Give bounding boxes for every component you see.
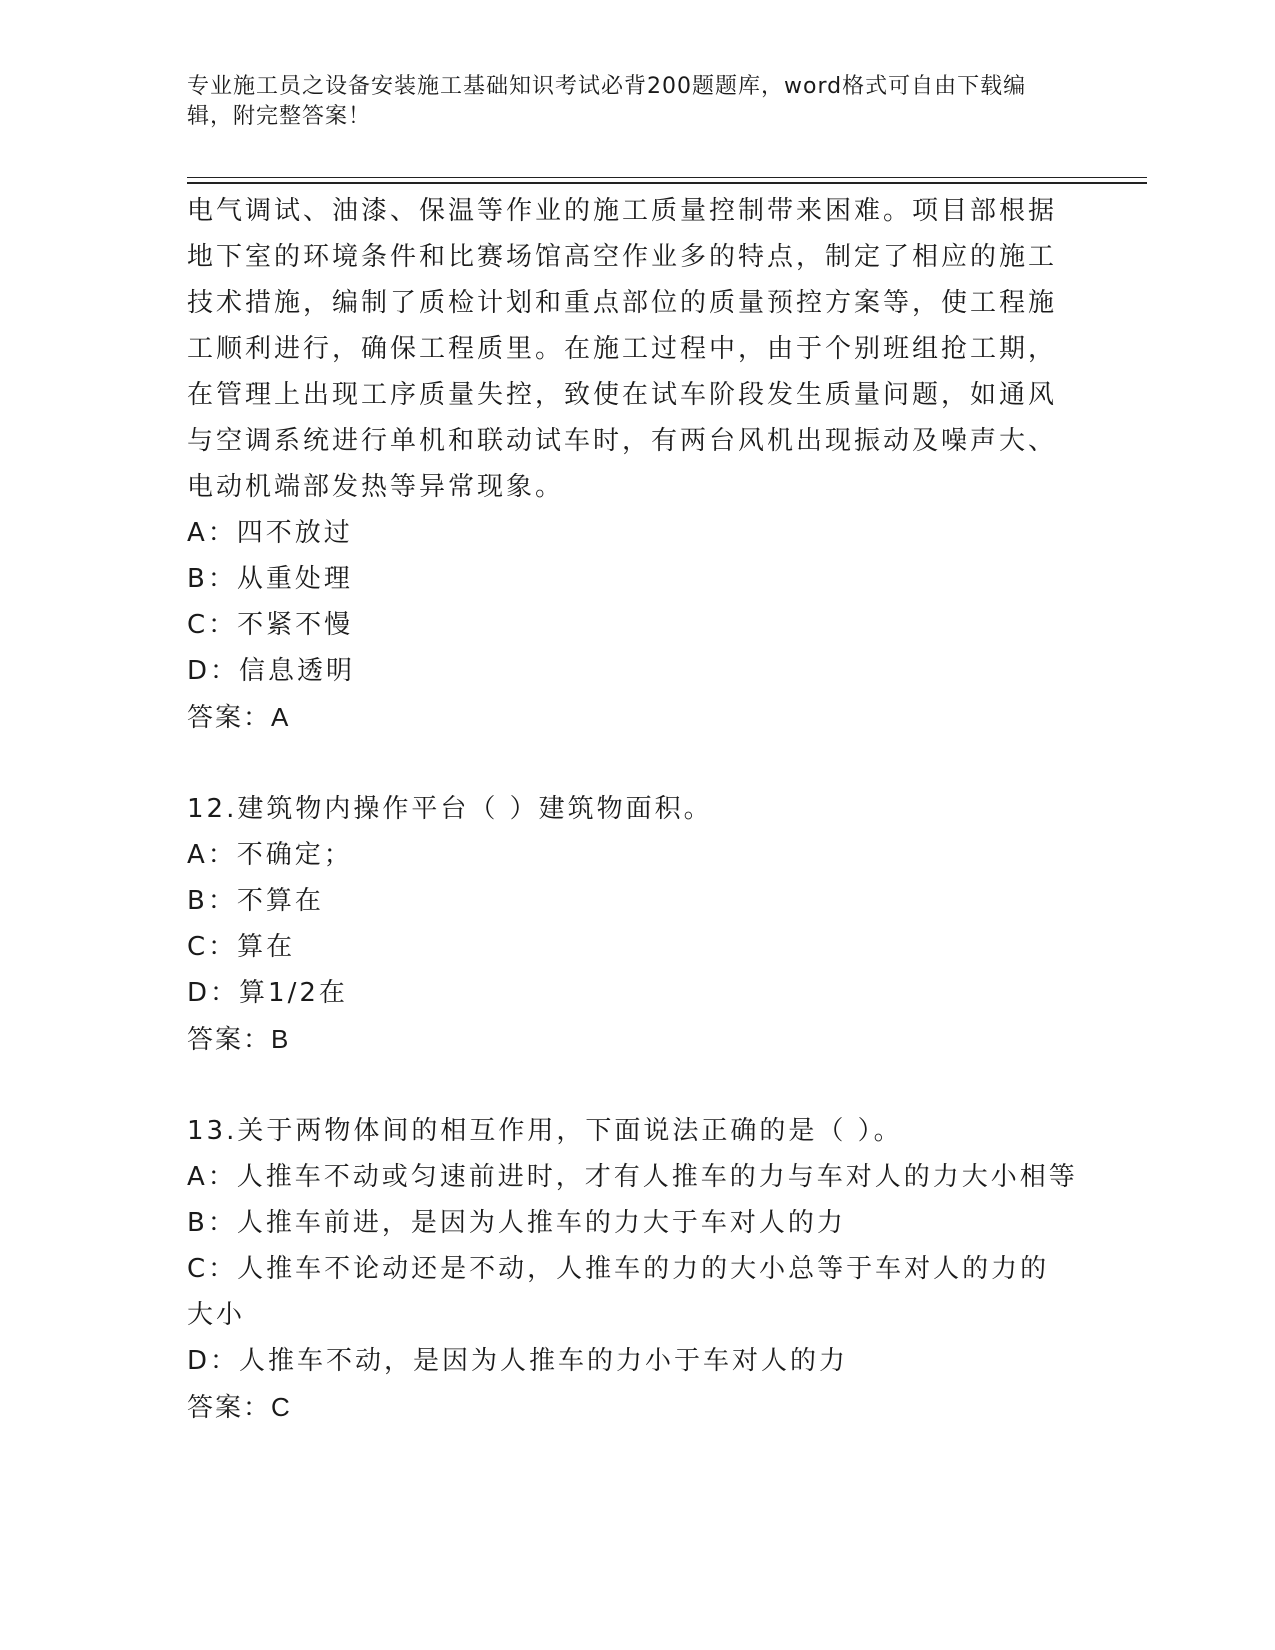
document-body: [187, 188, 1078, 1430]
answer-line: 答案：B: [187, 1024, 291, 1054]
option-a: A：不确定；: [187, 840, 353, 870]
option-c: C：算在: [187, 932, 296, 962]
answer-line: 答案：A: [187, 702, 291, 732]
question-text: 13.关于两物体间的相互作用，下面说法正确的是（ ）。: [187, 1116, 903, 1146]
option-c: C：不紧不慢: [187, 610, 354, 640]
answer-line: 答案：C: [187, 1392, 292, 1422]
option-c: C：人推车不论动还是不动，人推车的力的大小总等于车对人的力的大小: [187, 1254, 1050, 1330]
question-11-block: [187, 188, 1067, 740]
question-13-block: [187, 1108, 1078, 1430]
option-b: B：从重处理: [187, 564, 353, 594]
option-b: B：不算在: [187, 886, 324, 916]
option-b: B：人推车前进，是因为人推车的力大于车对人的力: [187, 1208, 846, 1238]
option-d: D：人推车不动，是因为人推车的力小于车对人的力: [187, 1346, 849, 1376]
question-12-block: [187, 786, 1067, 1062]
question-text: 12.建筑物内操作平台（ ）建筑物面积。: [187, 794, 713, 824]
passage-line: 技术措施，编制了质检计划和重点部位的质量预控方案等，使工程施: [187, 288, 1058, 318]
option-a: A：人推车不动或匀速前进时，才有人推车的力与车对人的力大小相等: [187, 1162, 1078, 1192]
option-d: D：信息透明: [187, 656, 356, 686]
spacer: [187, 1062, 1067, 1108]
header-divider-thick: [187, 182, 1147, 184]
document-header: 专业施工员之设备安装施工基础知识考试必背200题题库，word格式可自由下载编辑，附完整答案！: [187, 74, 1027, 129]
passage-line: 工顺利进行，确保工程质里。在施工过程中，由于个别班组抢工期，: [187, 334, 1058, 364]
passage-line: 与空调系统进行单机和联动试车时，有两台风机出现振动及噪声大、: [187, 426, 1058, 456]
passage-line: 在管理上出现工序质量失控，致使在试车阶段发生质量问题，如通风: [187, 380, 1058, 410]
option-a: A：四不放过: [187, 518, 353, 548]
option-d: D：算1/2在: [187, 978, 348, 1008]
passage-line: 地下室的环境条件和比赛场馆高空作业多的特点，制定了相应的施工: [187, 242, 1058, 272]
passage-line: 电动机端部发热等异常现象。: [187, 472, 565, 502]
header-divider-thin: [187, 177, 1147, 178]
spacer: [187, 740, 1067, 786]
passage-line: 电气调试、油漆、保温等作业的施工质量控制带来困难。项目部根据: [187, 196, 1058, 226]
